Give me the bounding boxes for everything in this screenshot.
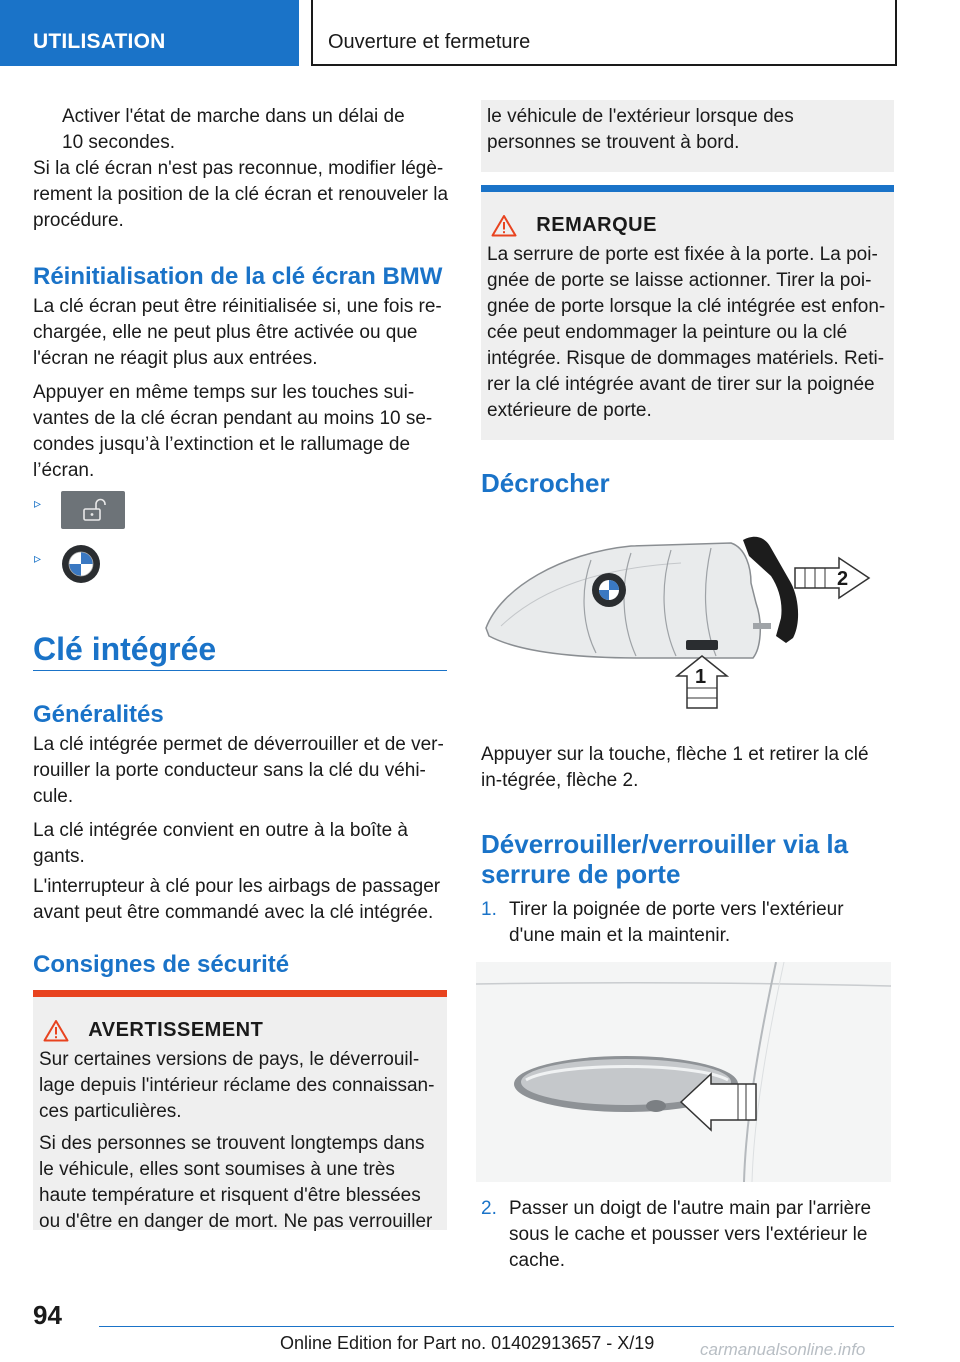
header-chapter-tab [311, 0, 897, 66]
key-illustration [481, 528, 894, 718]
footer-edition: Online Edition for Part no. 01402913657 - X/19 [280, 1333, 655, 1353]
footer-watermark: carmanualsonline.info [700, 1340, 866, 1359]
warning-box-continued [481, 100, 894, 172]
unlock-button-image [61, 491, 125, 529]
note-bar [481, 185, 894, 192]
heading-decrocher: Décrocher [481, 468, 610, 498]
step-number-2: 2. [481, 1198, 497, 1219]
note-title: REMARQUE [536, 214, 657, 236]
warning-paragraph-continued: le véhicule de l'extérieur lorsque des personnes se trouvent à bord. [487, 106, 794, 153]
heading-rule [33, 670, 447, 671]
heading-lock: Déverrouiller/verrouiller via la serrure de porte [481, 829, 849, 889]
unlock-icon [61, 491, 125, 529]
heading-consignes: Consignes de sécurité [33, 951, 290, 978]
header-section-tab [0, 0, 299, 66]
note-header [491, 212, 657, 238]
step-text-2: Passer un doigt de l'autre main par l'arrière sous le cache et pousser vers l'extérieur le cache. [509, 1198, 872, 1271]
warning-header [43, 1017, 263, 1043]
paragraph-gen-3: L'interrupteur à clé pour les airbags de passager avant peut être commandé avec la clé intégrée. [33, 876, 441, 923]
page-number: 94 [33, 1300, 62, 1330]
door-handle-drawing [476, 962, 891, 1182]
step-number-1: 1. [481, 899, 497, 920]
paragraph-reinit-2: Appuyer en même temps sur les touches sui-vantes de la clé écran pendant au moins 10 se-condes jusqu’à l’extinction et le rallumage de l’écran. [33, 382, 433, 481]
heading-reinit: Réinitialisation de la clé écran BMW [33, 263, 443, 290]
warning-paragraph-1: Sur certaines versions de pays, le déverrouil-lage depuis l'intérieur réclame des connaissan-ces particulières. [39, 1049, 435, 1122]
arrow-label-2: 2 [837, 568, 849, 590]
warning-bar [33, 990, 447, 997]
door-handle-illustration [476, 962, 891, 1182]
indented-paragraph: Activer l'état de marche dans un délai de 10 secondes. [62, 106, 405, 153]
arrow-label-1: 1 [695, 666, 707, 688]
footer-rule [99, 1326, 894, 1327]
warning-triangle-icon [43, 1019, 69, 1042]
paragraph-gen-2: La clé intégrée convient en outre à la boîte à gants. [33, 820, 408, 867]
bmw-logo-icon [61, 544, 101, 584]
bmw-button-image [61, 544, 101, 584]
note-box [481, 192, 894, 440]
warning-paragraph-2: Si des personnes se trouvent longtemps dans le véhicule, elles sont soumises à une très haute température et risquent d'être blessées ou d'être en danger de mort. Ne pas verrouiller [39, 1133, 433, 1232]
warning-box [33, 997, 447, 1230]
header-chapter-label: Ouverture et fermeture [328, 31, 531, 53]
paragraph-reinit-1: La clé écran peut être réinitialisée si, une fois re-chargée, elle ne peut plus être activée ou que l'écran ne réagit plus aux entrées. [33, 296, 442, 369]
header-section-label: UTILISATION [33, 30, 166, 53]
paragraph-decrocher: Appuyer sur la touche, flèche 1 et retirer la clé in-tégrée, flèche 2. [481, 744, 869, 791]
bullet-marker: ▹ [34, 550, 42, 566]
warning-title: AVERTISSEMENT [88, 1019, 264, 1041]
warning-triangle-icon [491, 214, 517, 237]
paragraph-reposition: Si la clé écran n'est pas reconnue, modifier légè-rement la position de la clé écran et renouveler la procédure. [33, 158, 449, 231]
key-drawing [481, 528, 894, 718]
step-text-1: Tirer la poignée de porte vers l'extérieur d'une main et la maintenir. [509, 899, 844, 946]
paragraph-gen-1: La clé intégrée permet de déverrouiller et de ver-rouiller la porte conducteur sans la clé du véhi-cule. [33, 734, 444, 807]
bullet-marker: ▹ [34, 495, 42, 511]
heading-generalites: Généralités [33, 701, 164, 728]
heading-cle-integree: Clé intégrée [33, 631, 217, 667]
note-paragraph: La serrure de porte est fixée à la porte. La poi-gnée de porte se laisse actionner. Tirer la poi-gnée de porte lorsque la clé intégrée est enfon-cée peut endommager la peinture ou la clé intégrée. Risque de dommages matériels. Reti-rer la clé intégrée avant de tirer sur la poignée extérieure de porte. [487, 244, 886, 421]
